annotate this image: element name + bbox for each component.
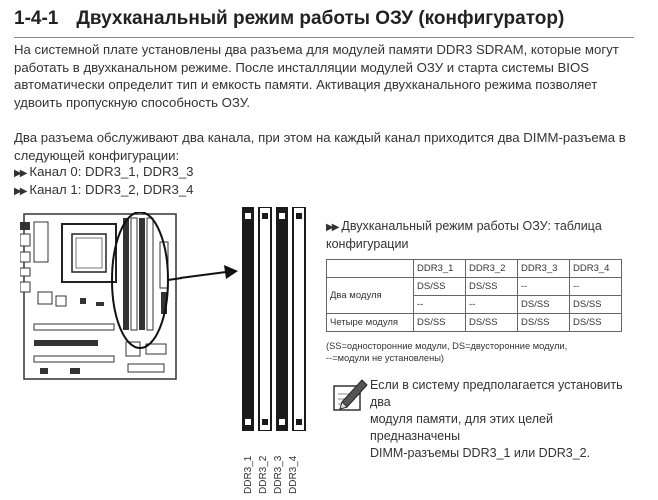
slot-label-ddr3-3: DDR3_3 (273, 455, 284, 494)
table-cell: DS/SS (466, 278, 518, 296)
table-header-cell: DDR3_2 (466, 260, 518, 278)
slot-label-ddr3-1: DDR3_1 (243, 455, 254, 494)
channel-0-item (14, 164, 194, 179)
double-arrow-icon: ▶▶ (326, 222, 338, 233)
slot-label-ddr3-4: DDR3_4 (288, 455, 299, 494)
table-header-row (327, 260, 622, 278)
intro-line: работать в двухканальном режиме. После инсталляции модулей ОЗУ и старта системы BIOS (14, 59, 590, 75)
table-cell: DS/SS (570, 314, 622, 332)
double-arrow-icon: ▶▶ (14, 186, 26, 197)
note-line: модуля памяти, для этих целей предназначены (370, 412, 553, 443)
channel-0-text: Канал 0: DDR3_1, DDR3_3 (29, 164, 194, 179)
table-header-cell: DDR3_1 (414, 260, 466, 278)
config-table (326, 259, 622, 332)
slot-label-ddr3-2: DDR3_2 (258, 455, 269, 494)
table-cell: DS/SS (518, 314, 570, 332)
pointer-arrow (180, 262, 242, 286)
section-title (14, 8, 564, 30)
channels-line: Два разъема обслуживают два канала, при этом на каждый канал приходится два DIMM-разъема в (14, 130, 626, 145)
table-cell: DS/SS (414, 278, 466, 296)
note-line: Если в систему предполагается установить два (370, 378, 623, 409)
note-text (370, 377, 645, 462)
dimm-slot-2 (259, 207, 271, 431)
table-corner-cell (327, 260, 414, 278)
pencil-note-icon (328, 376, 368, 414)
table-title-line: Двухканальный режим работы ОЗУ: таблица (341, 219, 602, 233)
intro-line: автоматически определит тип и емкость памяти. Активация двухканального режима позволяет (14, 77, 598, 92)
dimm-slots-illustration (240, 207, 308, 431)
table-cell: DS/SS (518, 296, 570, 314)
channel-1-text: Канал 1: DDR3_2, DDR3_4 (29, 182, 194, 197)
table-header-cell: DDR3_3 (518, 260, 570, 278)
intro-line: На системной плате установлены два разъема для модулей памяти DDR3 SDRAM, которые могут (14, 42, 619, 57)
table-cell: -- (414, 296, 466, 314)
intro-line: удвоить пропускную способность ОЗУ. (14, 94, 251, 110)
dimm-slot-4 (293, 207, 305, 431)
table-row (327, 278, 622, 296)
dimm-slot-1 (242, 207, 254, 431)
motherboard-illustration (20, 212, 182, 382)
legend-line: (SS=односторонние модули, DS=двусторонние модули, (326, 341, 568, 351)
table-row (327, 314, 622, 332)
table-cell: -- (570, 278, 622, 296)
legend-line: --=модули не установлены) (326, 353, 444, 363)
section-heading: Двухканальный режим работы ОЗУ (конфигуратор) (76, 8, 565, 29)
channels-paragraph (14, 129, 644, 164)
note-line: DIMM-разъемы DDR3_1 или DDR3_2. (370, 446, 591, 460)
table-cell: -- (518, 278, 570, 296)
table-cell: DS/SS (570, 296, 622, 314)
table-legend (326, 340, 636, 364)
intro-paragraph (14, 41, 644, 111)
dimm-slot-3 (276, 207, 288, 431)
channels-line: следующей конфигурации: (14, 147, 180, 163)
channel-1-item (14, 182, 194, 197)
table-cell: DS/SS (414, 314, 466, 332)
table-cell: -- (466, 296, 518, 314)
table-header-cell: DDR3_4 (570, 260, 622, 278)
table-title-line: конфигурации (326, 237, 409, 251)
row-label-four-modules: Четыре модуля (327, 314, 414, 332)
double-arrow-icon: ▶▶ (14, 168, 26, 179)
title-divider (14, 37, 634, 38)
table-cell: DS/SS (466, 314, 518, 332)
table-title (326, 218, 636, 252)
section-number: 1-4-1 (14, 8, 59, 29)
row-label-two-modules: Два модуля (327, 278, 414, 314)
